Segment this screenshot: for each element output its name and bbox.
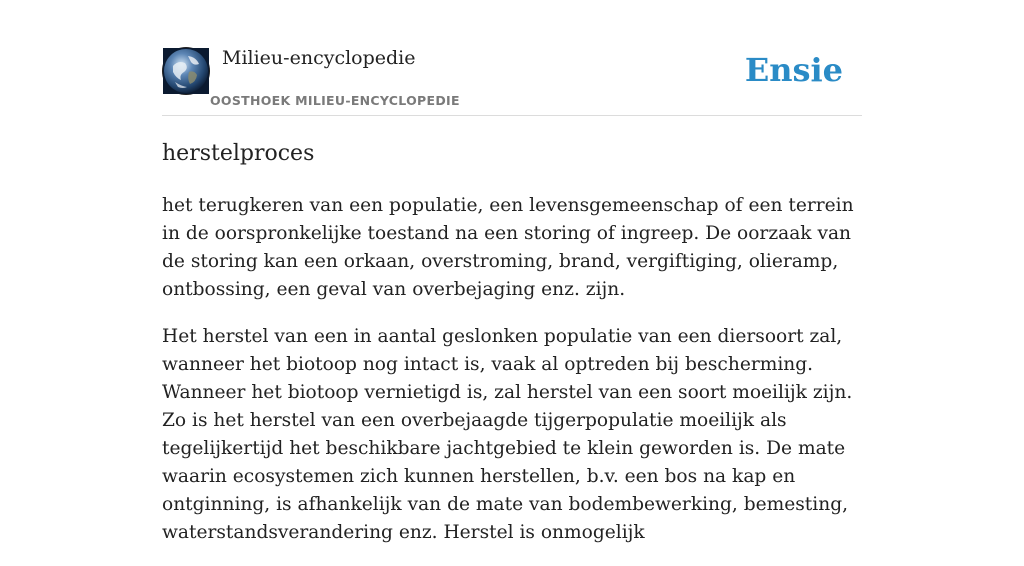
article-content — [162, 192, 862, 566]
article-paragraph: Het herstel van een in aantal geslonken populatie van een diersoort zal, wanneer het biotoop nog intact is, vaak al optreden bij bescherming. Wanneer het biotoop vernietigd is, zal herstel van een soort moeilijk zijn. Zo is het herstel van een overbejaagde tijgerpopulatie moeilijk als tegelijkertijd het beschikbare jachtgebied te klein geworden is. De mate waarin ecosystemen zich kunnen herstellen, b.v. een bos na kap en ontginning, is afhankelijk van de mate van bodembewerking, bemesting, waterstandsverandering enz. Herstel is onmogelijk — [162, 326, 853, 543]
earth-globe-icon[interactable] — [162, 47, 210, 95]
ensie-brand-link[interactable]: Ensie — [744, 51, 843, 89]
site-header — [162, 0, 862, 116]
article-paragraph: het terugkeren van een populatie, een levensgemeenschap of een terrein in de oorspronkelijke toestand na een storing of ingreep. De oorzaak van de storing kan een orkaan, overstroming, brand, vergiftiging, olieramp, ontbossing, een geval van overbejaging enz. zijn. — [162, 195, 854, 300]
article-title: herstelproces — [162, 141, 315, 166]
main-container — [162, 0, 862, 543]
site-title-link[interactable]: Milieu-encyclopedie — [222, 47, 416, 69]
site-subtitle: OOSTHOEK MILIEU-ENCYCLOPEDIE — [210, 93, 460, 108]
